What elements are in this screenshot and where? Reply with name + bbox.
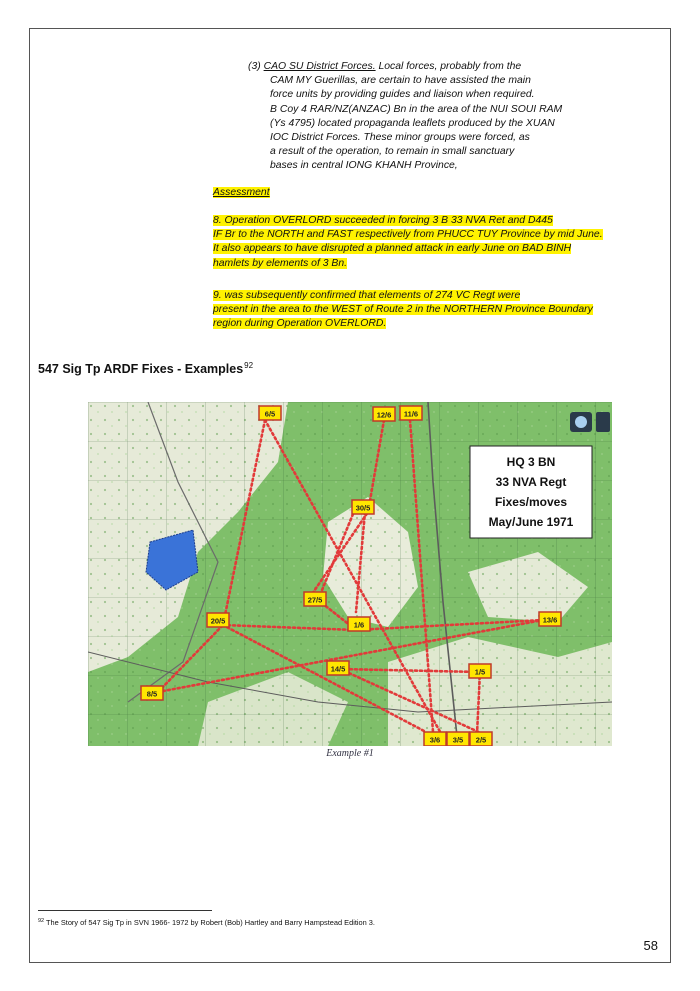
footnote-text: The Story of 547 Sig Tp in SVN 1966- 1972 by Robert (Bob) Hartley and Barry Hampstead Edition 3.	[46, 918, 375, 927]
cao-su-paragraph	[248, 60, 562, 174]
figure-caption: Example #1	[326, 748, 374, 759]
fix-label	[352, 500, 374, 514]
ardf-map	[88, 402, 612, 746]
legend-line: May/June 1971	[488, 515, 574, 529]
text-line: present in the area to the WEST of Route 2 in the NORTHERN Province Boundary	[213, 304, 593, 316]
text-line: IF Br to the NORTH and FAST respectively from PHUCC TUY Province by mid June.	[213, 229, 603, 241]
section-heading: 547 Sig Tp ARDF Fixes - Examples$^{92}$	[38, 361, 254, 376]
svg-text:1/5: 1/5	[474, 667, 486, 677]
page-number: 58	[643, 938, 658, 953]
fix-label	[447, 732, 469, 746]
text-line: region during Operation OVERLORD.	[213, 318, 387, 330]
svg-text:1/6: 1/6	[353, 620, 365, 630]
fix-label	[348, 617, 370, 631]
svg-text:2/5: 2/5	[475, 735, 487, 745]
fix-label	[400, 406, 422, 420]
footnote-ref: 92	[244, 361, 254, 370]
fix-label	[141, 686, 163, 700]
fix-label	[469, 664, 491, 678]
fix-label	[373, 407, 395, 421]
svg-text:6/5: 6/5	[264, 409, 276, 419]
assessment-title: Assessment	[213, 187, 270, 198]
text-line: hamlets by elements of 3 Bn.	[213, 257, 347, 269]
layers-icon	[596, 412, 610, 432]
svg-text:3/6: 3/6	[429, 735, 441, 745]
text-line: 8. Operation OVERLORD succeeded in forcing 3 B 33 NVA Ret and D445	[213, 215, 553, 226]
svg-text:14/5: 14/5	[330, 664, 346, 674]
text-line: B Coy 4 RAR/NZ(ANZAC) Bn in the area of the NUI SOUI RAM	[270, 103, 563, 115]
legend-line: HQ 3 BN	[506, 455, 556, 469]
fix-label	[207, 613, 229, 627]
text-line: force units by providing guides and liaison when required.	[270, 89, 535, 101]
svg-text:20/5: 20/5	[210, 616, 226, 626]
footnote-divider	[38, 910, 212, 911]
assessment-paragraph-8	[213, 214, 603, 271]
fix-label	[259, 406, 281, 420]
text-line: (3) CAO SU District Forces. Local forces, probably from the	[248, 61, 522, 72]
fix-label	[470, 732, 492, 746]
assessment-paragraph-9	[213, 289, 593, 332]
fix-label	[539, 612, 561, 626]
legend-line: 33 NVA Regt	[495, 475, 567, 489]
text-line: (Ys 4795) located propaganda leaflets produced by the XUAN	[270, 117, 555, 129]
fix-label	[304, 592, 326, 606]
text-line: IOC District Forces. These minor groups were forced, as	[270, 132, 530, 144]
svg-text:8/5: 8/5	[146, 689, 158, 699]
svg-text:3/5: 3/5	[452, 735, 464, 745]
text-line: It also appears to have disrupted a planned attack in early June on BAD BINH	[213, 243, 572, 255]
fix-label	[424, 732, 446, 746]
text-line: a result of the operation, to remain in small sanctuary	[270, 146, 515, 158]
text-line: bases in central IONG KHANH Province,	[270, 160, 458, 172]
svg-text:30/5: 30/5	[355, 503, 371, 513]
footnote	[38, 918, 375, 927]
text-line: CAM MY Guerillas, are certain to have assisted the main	[270, 75, 531, 87]
fix-label	[327, 661, 349, 675]
footnote-number: 92	[38, 918, 45, 924]
legend-line: Fixes/moves	[494, 495, 568, 509]
svg-text:12/6: 12/6	[376, 410, 392, 420]
svg-text:27/5: 27/5	[307, 595, 323, 605]
svg-text:11/6: 11/6	[403, 409, 419, 419]
text-line: 9. was subsequently confirmed that elements of 274 VC Regt were	[213, 290, 521, 301]
svg-text:13/6: 13/6	[542, 615, 558, 625]
